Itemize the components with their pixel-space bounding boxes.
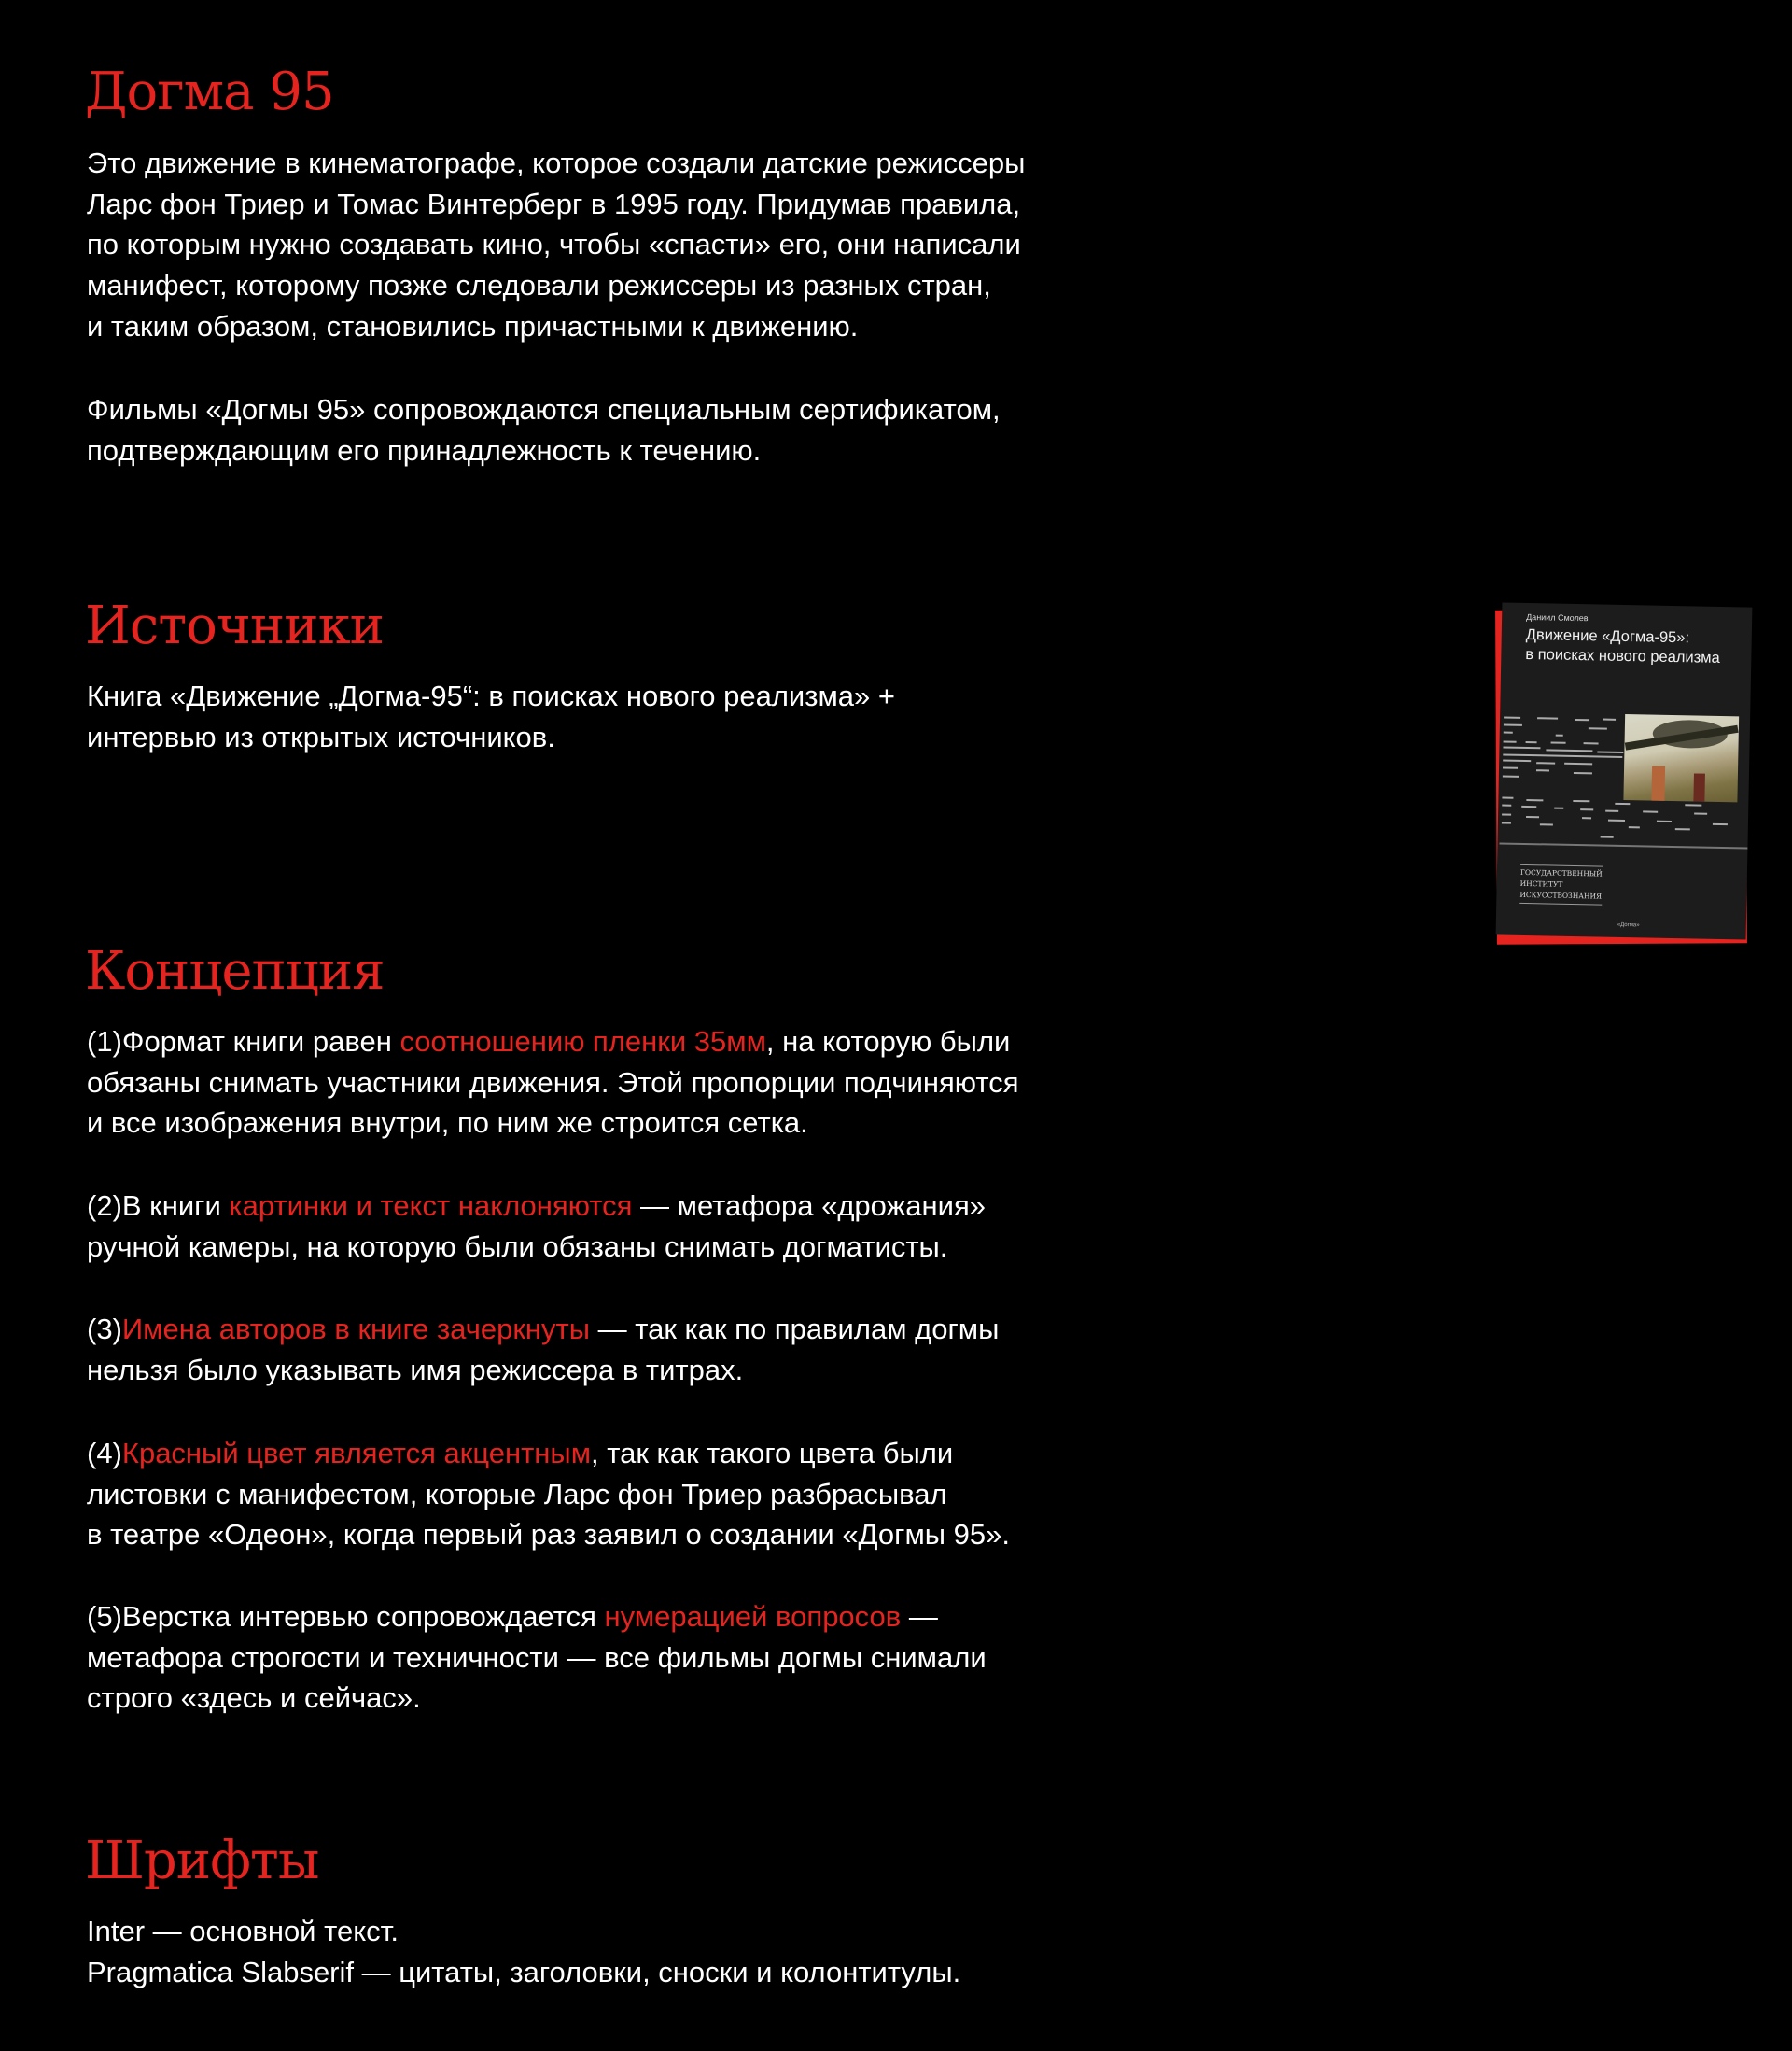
concept-item-4 (87, 1433, 1010, 1555)
text-line: Фильмы «Догмы 95» сопровождаются специальным сертификатом, (87, 393, 1001, 426)
item-text: — (901, 1600, 938, 1633)
book-cover (1496, 602, 1753, 939)
accent-text: Имена авторов в книге зачеркнуты (121, 1313, 591, 1345)
fonts-text (87, 1911, 960, 1992)
concept-item-5 (87, 1596, 987, 1719)
item-text: — так как по правилам догмы (590, 1313, 1000, 1345)
book-author: Даниил Смолев (1526, 611, 1589, 624)
text-line: Книга «Движение „Догма-95“: в поисках нового реализма» + (87, 680, 895, 712)
text-line: Pragmatica Slabserif — цитаты, заголовки, сноски и колонтитулы. (87, 1955, 961, 1988)
accent-text: картинки и текст наклоняются (229, 1189, 633, 1222)
text-line (87, 1596, 987, 1637)
text-line: манифест, которому позже следовали режиссеры из разных стран, (87, 269, 991, 302)
text-line: в театре «Одеон», когда первый раз заявил о создании «Догмы 95». (87, 1518, 1010, 1552)
book-photo (1623, 714, 1739, 802)
heading-dogma: Догма 95 (85, 62, 334, 122)
heading-fonts: Шрифты (85, 1831, 319, 1891)
item-text: (1)Формат книги равен (87, 1025, 400, 1058)
book-cover-image (1491, 605, 1753, 946)
heading-sources: Источники (85, 596, 384, 656)
concept-item-2 (87, 1186, 986, 1267)
text-line: интервью из открытых источников. (87, 720, 555, 753)
book-institute (1519, 864, 1603, 906)
sources-text (87, 676, 895, 757)
text-line: подтверждающим его принадлежность к течению. (87, 433, 762, 467)
text-line: Ларс фон Триер и Томас Винтерберг в 1995 году. Придумав правила, (87, 187, 1021, 220)
item-text: , так как такого цвета были (591, 1437, 954, 1469)
concept-item-3 (87, 1309, 999, 1390)
text-line: строго «здесь и сейчас». (87, 1681, 421, 1715)
text-line: листовки с манифестом, которые Ларс фон Триер разбрасывал (87, 1477, 947, 1510)
text-line (87, 1021, 1019, 1062)
item-text: (4) (87, 1437, 122, 1469)
accent-text: нумерацией вопросов (604, 1600, 902, 1633)
text-line: и все изображения внутри, по ним же строится сетка. (87, 1106, 808, 1140)
book-title-line-2: в поисках нового реализма (1525, 645, 1720, 667)
text-line: обязаны снимать участники движения. Этой пропорции подчиняются (87, 1065, 1019, 1099)
concept-item-1 (87, 1021, 1019, 1144)
text-line: метафора строгости и техничности — все фильмы догмы снимали (87, 1640, 987, 1674)
text-line (87, 1186, 986, 1227)
item-text: (5)Верстка интервью сопровождается (87, 1600, 605, 1633)
item-text: , на которую были (765, 1025, 1011, 1058)
text-line: Это движение в кинематографе, которое создали датские режиссеры (87, 147, 1026, 179)
book-title-line-1: Движение «Догма-95»: (1525, 625, 1690, 647)
institute-line: ИНСТИТУТ (1519, 878, 1563, 889)
accent-text: соотношению пленки 35мм (399, 1025, 766, 1058)
dogma-paragraph-1 (87, 143, 1025, 347)
text-line: нельзя было указывать имя режиссера в титрах. (87, 1353, 744, 1386)
institute-line: ИСКУССТВОЗНАНИЯ (1519, 890, 1603, 901)
text-line: ручной камеры, на которую были обязаны снимать догматисты. (87, 1229, 948, 1263)
item-text: (3) (87, 1313, 122, 1345)
accent-text: Красный цвет является акцентным (121, 1437, 592, 1469)
text-line: Inter — основной текст. (87, 1915, 399, 1947)
heading-concept: Концепция (85, 941, 385, 1002)
text-line: и таким образом, становились причастными к движению. (87, 309, 859, 343)
item-text: — метафора «дрожания» (632, 1189, 986, 1222)
text-line: по которым нужно создавать кино, чтобы «спасти» его, они написали (87, 228, 1021, 261)
text-line (87, 1433, 1010, 1474)
book-title (1525, 625, 1720, 668)
institute-line: ГОСУДАРСТВЕННЫЙ (1519, 867, 1603, 878)
text-line (87, 1309, 999, 1350)
book-publisher: «Догма» (1617, 921, 1640, 929)
dogma-paragraph-2 (87, 389, 1001, 471)
item-text: (2)В книги (87, 1189, 230, 1222)
